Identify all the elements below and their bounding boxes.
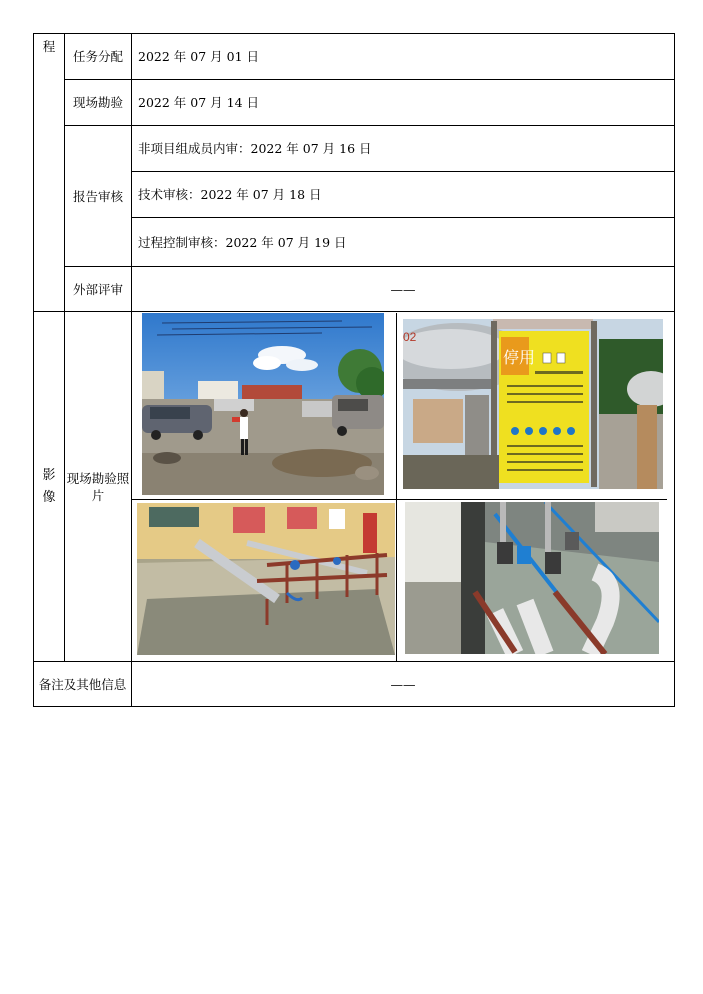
photo-grid-cell [132,312,675,662]
task-assignment-date: 2022 年 07 月 01 日 [132,34,675,80]
photo-meters-closeup-cell [397,500,667,661]
site-photos-label: 现场勘验照片 [65,312,132,662]
notes-value: —— [132,662,675,707]
site-survey-date: 2022 年 07 月 14 日 [132,80,675,126]
photo-meters-closeup [405,502,659,654]
photo-pipes-outdoor [137,503,395,655]
site-survey-label: 现场勘验 [65,80,132,126]
internal-review-date: 非项目组成员内审：2022 年 07 月 16 日 [132,126,675,172]
external-review-label: 外部评审 [65,267,132,312]
photo-tank-sign-cell [397,313,667,500]
photo-tank-sign [403,319,663,489]
notes-label: 备注及其他信息 [34,662,132,707]
tank-number-text: 02 [403,329,417,344]
task-assignment-label: 任务分配 [65,34,132,80]
images-section-label: 影 像 [42,467,56,505]
technical-review-date: 技术审核：2022 年 07 月 18 日 [132,172,675,218]
images-section-cell [34,312,65,662]
photo-grid [132,313,674,661]
process-control-review-date: 过程控制审核：2022 年 07 月 19 日 [132,218,675,267]
photo-parking-lot [142,313,384,495]
photo-parking-lot-cell [132,313,397,500]
process-section-cell [34,34,65,312]
photo-pipes-outdoor-cell [132,500,397,661]
external-review-value: —— [132,267,675,312]
survey-record-table [33,33,675,707]
report-review-label: 报告审核 [65,126,132,267]
sign-text: 停用 [503,347,536,367]
process-section-label: 程 [42,39,56,54]
